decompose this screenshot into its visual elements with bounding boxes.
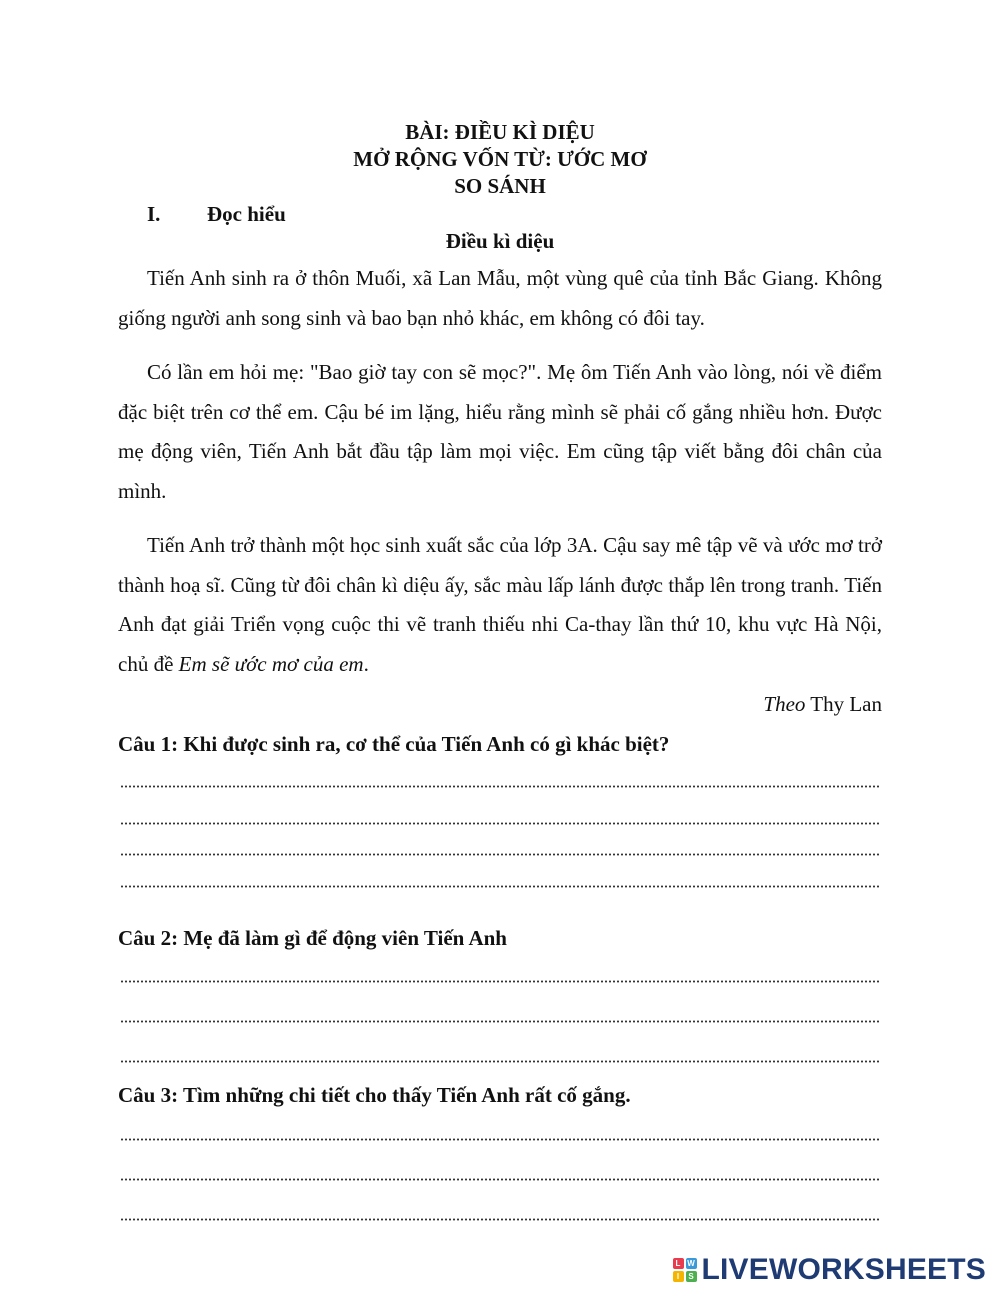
lesson-subtitle: MỞ RỘNG VỐN TỪ: ƯỚC MƠ	[353, 147, 647, 171]
question-1: Câu 1: Khi được sinh ra, cơ thể của Tiến Anh có gì khác biệt?	[118, 732, 670, 756]
question-2: Câu 2: Mẹ đã làm gì để động viên Tiến Anh	[118, 926, 507, 950]
answer-line-q1-3[interactable]	[120, 853, 881, 856]
answer-line-q1-2[interactable]	[120, 822, 881, 825]
logo-tile: I	[673, 1271, 684, 1282]
lesson-title: BÀI: ĐIỀU KÌ DIỆU	[405, 120, 595, 144]
logo-tile: W	[687, 1259, 695, 1268]
answer-line-q1-4[interactable]	[120, 885, 881, 888]
story-title: Điều kì diệu	[445, 229, 555, 253]
story-source: Theo Thy Lan	[763, 692, 882, 716]
answer-line-q2-2[interactable]	[120, 1020, 881, 1023]
logo-tile: L	[673, 1258, 684, 1269]
brand-name: LIVEWORKSHEETS	[701, 1253, 986, 1286]
story-paragraph-1: Tiến Anh sinh ra ở thôn Muối, xã Lan Mẫu, một vùng quê của tỉnh Bắc Giang. Không giống người anh song sinh và bao bạn nhỏ khác, em không có đôi tay.	[118, 266, 882, 330]
answer-line-q3-1[interactable]	[120, 1138, 881, 1141]
section-title: Đọc hiểu	[207, 202, 286, 226]
theme-title: Em sẽ ước mơ của em	[178, 651, 364, 676]
liveworksheets-logo-icon	[673, 1258, 697, 1282]
question-3: Câu 3: Tìm những chi tiết cho thấy Tiến Anh rất cố gắng.	[118, 1083, 631, 1107]
answer-line-q3-3[interactable]	[120, 1218, 881, 1221]
answer-line-q1-1[interactable]	[120, 785, 881, 788]
story-paragraph-2: Có lần em hỏi mẹ: "Bao giờ tay con sẽ mọc?". Mẹ ôm Tiến Anh vào lòng, nói về điểm đặc biệt trên cơ thể em. Cậu bé im lặng, hiểu rằng mình sẽ phải cố gắng nhiều hơn. Được mẹ động viên, Tiến Anh bắt đầu tập làm mọi việc. Em cũng tập viết bằng đôi chân của mình.	[118, 360, 882, 503]
answer-line-q2-1[interactable]	[120, 980, 881, 983]
liveworksheets-logo[interactable]	[673, 1255, 987, 1285]
story-paragraph-3: Tiến Anh trở thành một học sinh xuất sắc của lớp 3A. Cậu say mê tập vẽ và ước mơ trở thành hoạ sĩ. Cũng từ đôi chân kì diệu ấy, sắc màu lấp lánh được thắp lên trong tranh. Tiến Anh đạt giải Triển vọng cuộc thi vẽ tranh thiếu nhi Ca-thay lần thứ 10, khu vực Hà Nội, chủ đề Em sẽ ước mơ của em.	[118, 533, 882, 676]
logo-tile: S	[686, 1271, 697, 1282]
lesson-subtitle-2: SO SÁNH	[454, 174, 546, 198]
answer-line-q2-3[interactable]	[120, 1060, 881, 1063]
section-number: I.	[147, 202, 161, 226]
answer-line-q3-2[interactable]	[120, 1178, 881, 1181]
